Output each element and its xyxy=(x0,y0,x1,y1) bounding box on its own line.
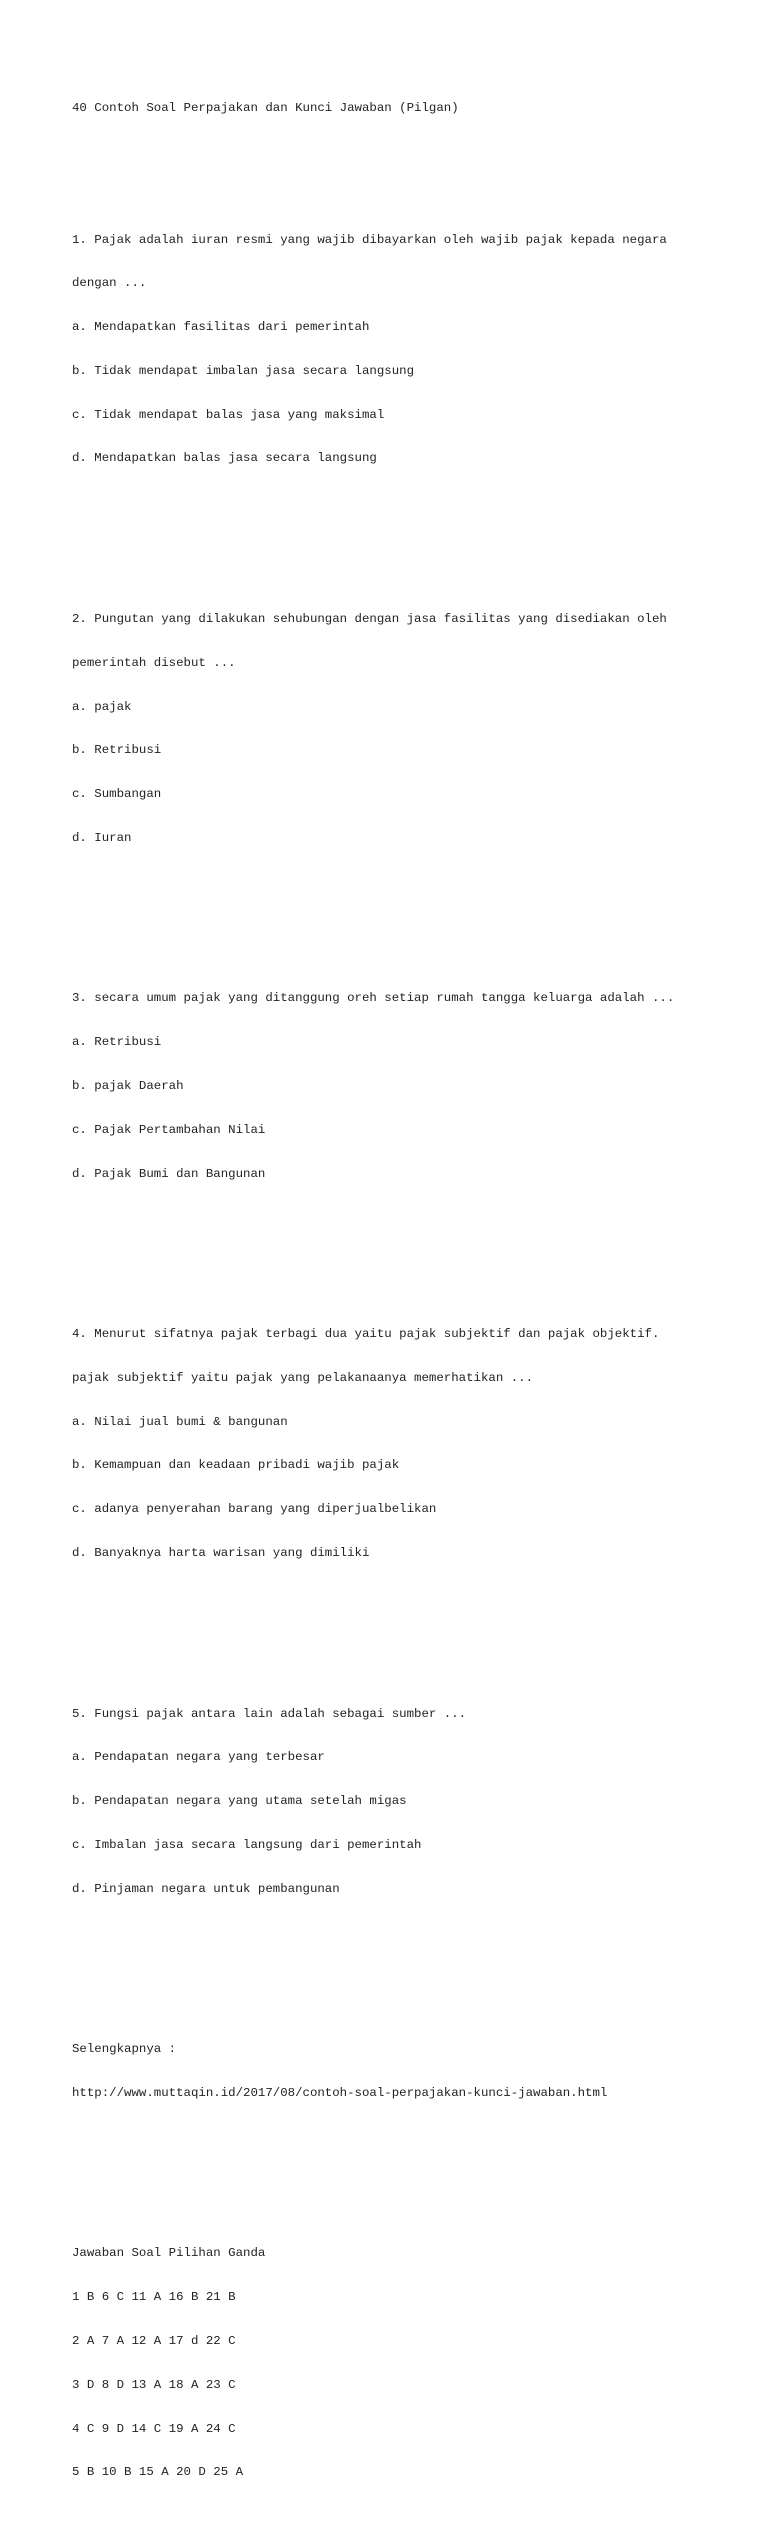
option-c: c. Imbalan jasa secara langsung dari pemerintah xyxy=(72,1837,422,1852)
question-5 xyxy=(72,1677,692,1925)
option-c: c. adanya penyerahan barang yang diperjualbelikan xyxy=(72,1502,437,1517)
answer-row: 5 B 10 B 15 A 20 D 25 A xyxy=(72,2465,244,2480)
option-b: b. Pendapatan negara yang utama setelah migas xyxy=(72,1794,407,1809)
option-b: b. Tidak mendapat imbalan jasa secara langsung xyxy=(72,363,415,378)
spacer xyxy=(72,524,692,539)
option-d: d. Mendapatkan balas jasa secara langsung xyxy=(72,451,377,466)
question-text: dengan ... xyxy=(72,276,147,291)
spacer xyxy=(72,1955,692,1970)
spacer xyxy=(72,145,692,160)
answer-row: 2 A 7 A 12 A 17 d 22 C xyxy=(72,2334,236,2349)
question-text: 5. Fungsi pajak antara lain adalah sebagai sumber ... xyxy=(72,1706,467,1721)
option-a: a. Nilai jual bumi & bangunan xyxy=(72,1414,288,1429)
answer-row: 3 D 8 D 13 A 18 A 23 C xyxy=(72,2377,236,2392)
source-url-link[interactable]: http://www.muttaqin.id/2017/08/contoh-soal-perpajakan-kunci-jawaban.html xyxy=(72,2085,608,2100)
answer-key xyxy=(72,2217,692,2509)
question-text: 4. Menurut sifatnya pajak terbagi dua yaitu pajak subjektif dan pajak objektif. xyxy=(72,1327,660,1342)
document-page xyxy=(72,72,692,2524)
option-b: b. Retribusi xyxy=(72,743,162,758)
more-link[interactable] xyxy=(72,2086,692,2101)
question-1 xyxy=(72,203,692,495)
answer-row: 1 B 6 C 11 A 16 B 21 B xyxy=(72,2290,236,2305)
question-text: 3. secara umum pajak yang ditanggung oreh setiap rumah tangga keluarga adalah ... xyxy=(72,991,675,1006)
option-a: a. Pendapatan negara yang terbesar xyxy=(72,1750,325,1765)
question-3 xyxy=(72,962,692,1210)
option-d: d. Banyaknya harta warisan yang dimiliki xyxy=(72,1545,370,1560)
question-text: pajak subjektif yaitu pajak yang pelakanaanya memerhatikan ... xyxy=(72,1370,534,1385)
option-c: c. Pajak Pertambahan Nilai xyxy=(72,1122,266,1137)
more-label: Selengkapnya : xyxy=(72,2042,177,2057)
option-b: b. pajak Daerah xyxy=(72,1078,184,1093)
more-section xyxy=(72,2013,692,2130)
spacer xyxy=(72,904,692,919)
option-b: b. Kemampuan dan keadaan pribadi wajib pajak xyxy=(72,1458,400,1473)
spacer xyxy=(72,1619,692,1634)
document-title: 40 Contoh Soal Perpajakan dan Kunci Jawaban (Pilgan) xyxy=(72,101,459,116)
question-text: 2. Pungutan yang dilakukan sehubungan dengan jasa fasilitas yang disediakan oleh xyxy=(72,611,667,626)
answer-row: 4 C 9 D 14 C 19 A 24 C xyxy=(72,2421,236,2436)
option-a: a. Retribusi xyxy=(72,1035,162,1050)
option-a: a. Mendapatkan fasilitas dari pemerintah xyxy=(72,320,370,335)
spacer xyxy=(72,2159,692,2174)
question-text: pemerintah disebut ... xyxy=(72,655,236,670)
question-4 xyxy=(72,1298,692,1590)
spacer xyxy=(72,1240,692,1255)
option-c: c. Sumbangan xyxy=(72,787,162,802)
option-a: a. pajak xyxy=(72,699,132,714)
option-c: c. Tidak mendapat balas jasa yang maksimal xyxy=(72,407,385,422)
option-d: d. Pinjaman negara untuk pembangunan xyxy=(72,1881,340,1896)
question-2 xyxy=(72,583,692,875)
option-d: d. Iuran xyxy=(72,830,132,845)
answer-key-heading: Jawaban Soal Pilihan Ganda xyxy=(72,2246,266,2261)
question-text: 1. Pajak adalah iuran resmi yang wajib dibayarkan oleh wajib pajak kepada negara xyxy=(72,232,667,247)
option-d: d. Pajak Bumi dan Bangunan xyxy=(72,1166,266,1181)
